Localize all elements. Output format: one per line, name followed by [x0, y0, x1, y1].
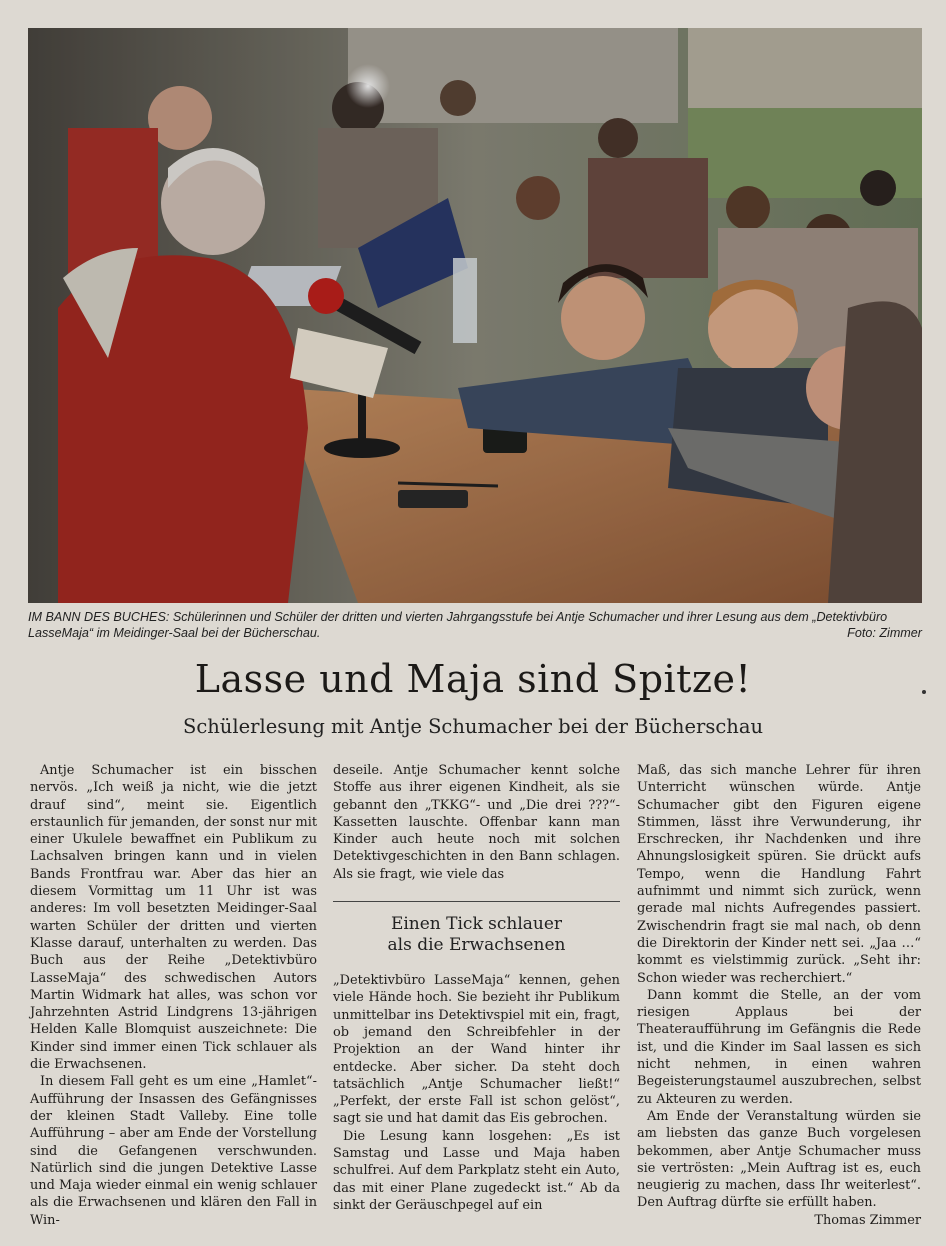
- paragraph: Maß, das sich manche Lehrer für ihren Unterricht wünschen würde. Antje Schumacher gibt den Figuren eigene Stimmen, lässt ihre Verwunderung, ihr Erschrecken, ihr Nachdenken und ihre Ahnungslosigkeit spüren. Sie drückt aufs Tempo, wenn die Handlung Fahrt aufnimmt und nimmt sich zurück, wenn gerade mal nichts Aufregendes passiert. Zwischendrin fragt sie mal nach, ob denn die Direktorin der Kinder nett sei. „Jaa …“ kommt es vielstimmig zurück. „Seht ihr: Schon wieder was recherchiert.“: [637, 763, 921, 986]
- paragraph: In diesem Fall geht es um eine „Hamlet“-Aufführung der Insassen des Gefängnisses der kleinen Stadt Valleby. Eine tolle Aufführung – aber am Ende der Vorstellung sind die Gefangenen verschwunden. Natürlich sind die jungen Detektive Lasse und Maja wieder einmal ein wenig schlauer als die Erwachsenen und klären den Fall in Win-: [30, 1074, 317, 1228]
- photo-caption: [28, 609, 922, 641]
- article-photo: [28, 28, 922, 603]
- reading-scene-illustration: [28, 28, 922, 603]
- paragraph: Antje Schumacher ist ein bisschen nervös. „Ich weiß ja nicht, wie die jetzt drauf sind“, meint sie. Eigentlich erstaunlich für jemanden, der sonst nur mit einer Ukulele bewaffnet ein Publikum zu Lachsalven bringen kann und in vielen Bands Frontfrau war. Aber das hier an diesem Vormittag um 11 Uhr ist was anderes: Im voll besetzten Meidinger-Saal warten Schüler der dritten und vierten Klasse darauf, unterhalten zu werden. Das Buch aus der Reihe „Detektivbüro LasseMaja“ des schwedischen Autors Martin Widmark hat alles, was schon vor Jahrzehnten Astrid Lindgrens 13-jährigen Helden Kalle Blomquist auszeichnete: Die Kinder sind immer einen Tick schlauer als die Erwachsenen.: [30, 763, 317, 1073]
- interhead-line-2: als die Erwachsenen: [387, 935, 566, 956]
- paragraph: Dann kommt die Stelle, an der vom riesigen Applaus bei der Theateraufführung im Gefängnis die Rede ist, und die Kinder im Saal lassen es sich nicht nehmen, in einen wahren Begeisterungstaumel auszubrechen, selbst zu Akteuren zu werden.: [637, 987, 921, 1107]
- photo-credit: Foto: Zimmer: [847, 626, 922, 640]
- author-byline: Thomas Zimmer: [814, 1212, 921, 1228]
- article-column-3: [637, 762, 921, 1229]
- article-column-2: [333, 762, 620, 1214]
- caption-text: Schülerinnen und Schüler der dritten und vierten Jahrgangsstufe bei Antje Schumacher und ihrer Lesung aus dem „Detektivbüro LasseMaja“ im Meidinger-Saal bei der Bücherschau.: [28, 610, 888, 640]
- headline: Lasse und Maja sind Spitze!: [194, 657, 752, 701]
- subheadline: Schülerlesung mit Antje Schumacher bei der Bücherschau: [182, 715, 764, 738]
- intermediate-heading: [333, 901, 620, 956]
- paragraph: deseile. Antje Schumacher kennt solche Stoffe aus ihrer eigenen Kindheit, als sie gebannt den „TKKG“- und „Die drei ???“-Kassetten lauschte. Offenbar kann man Kinder auch heute noch mit solchen Detektivgeschichten in den Bann schlagen. Als sie fragt, wie viele das: [333, 763, 620, 882]
- ornament-dot: [922, 690, 926, 694]
- paragraph: Die Lesung kann losgehen: „Es ist Samstag und Lasse und Maja haben schulfrei. Auf dem Parkplatz steht ein Auto, das mit einer Plane zugedeckt ist.“ Ab da sinkt der Geräuschpegel auf ein: [333, 1128, 620, 1213]
- paragraph: Am Ende der Veranstaltung würden sie am liebsten das ganze Buch vorgelesen bekommen, aber Antje Schumacher muss sie vertrösten: „Mein Auftrag ist es, euch neugierig zu machen, dass Ihr weiterlest“. Den Auftrag dürfte sie erfüllt haben.: [637, 1108, 921, 1211]
- interhead-line-1: Einen Tick schlauer: [390, 914, 563, 935]
- article-column-1: [30, 762, 317, 1229]
- caption-lead: IM BANN DES BUCHES:: [28, 610, 170, 624]
- paragraph: „Detektivbüro LasseMaja“ kennen, gehen viele Hände hoch. Sie bezieht ihr Publikum unmittelbar ins Detektivspiel mit ein, fragt, ob jemand den Schreibfehler in der Projektion an der Wand hinter ihr entdecke. Aber sicher. Da steht doch tatsächlich „Antje Schumacher ließt!“ „Perfekt, der erste Fall ist schon gelöst“, sagt sie und hat damit das Eis gebrochen.: [333, 973, 620, 1127]
